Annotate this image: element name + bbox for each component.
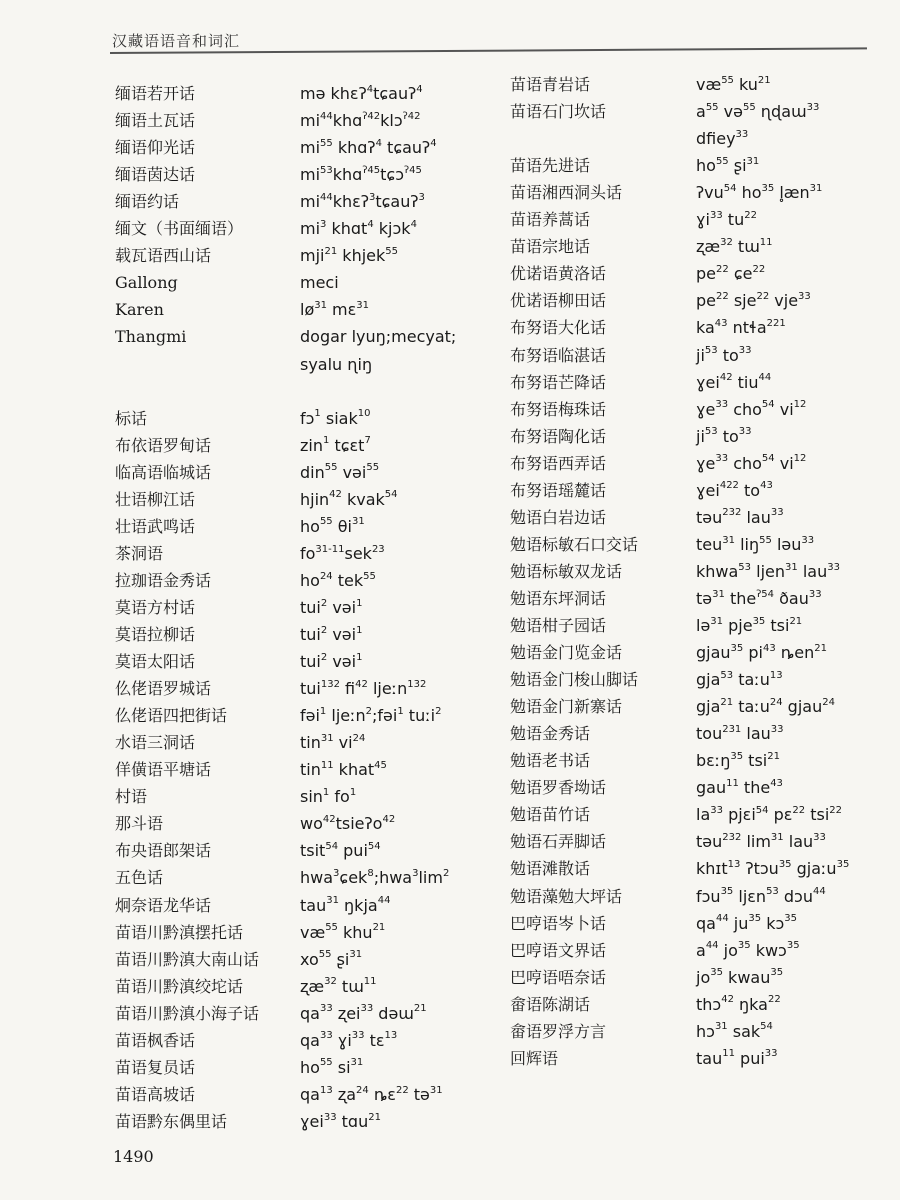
word-form: $a^{55}$ və$^{55}$ ɳɖaɯ$^{33}$ [696,101,820,122]
word-form: tau$^{31}$ ŋkja$^{44}$ [300,895,391,915]
word-form: ɣe$^{33}$ cho$^{54}$ $vi^{12}$ [696,453,807,473]
entry-row [510,774,896,801]
dialect-name: 勉语金秀话 [510,724,591,744]
word-form: tau$^{11}$ pui$^{33}$ [696,1048,778,1068]
word-form: $ji^{53}$ $to^{33}$ [696,426,752,446]
entry-row [510,98,896,125]
word-form: $pe^{22}$ sje$^{22}$ vje$^{33}$ [696,291,811,311]
dialect-name: 布努语陶化话 [510,426,607,446]
entry-row [510,964,896,991]
entry-row [510,747,896,774]
word-form: $ji^{53}$ $to^{33}$ [696,345,752,365]
dialect-name: 勉语金门梭山脚话 [510,670,639,690]
word-form: $hwa^3ɕek^8;hwa^3\lim^2$ [300,868,450,888]
entry-row [510,937,896,964]
dialect-name: 回辉语 [510,1048,559,1068]
word-form: $qa^{33}$ ɣi$^{33}$ tɛ$^{13}$ [300,1030,398,1050]
dialect-name: 缅语仰光话 [115,138,196,158]
dialect-name: 茶洞语 [115,543,164,563]
word-form: ɣi$^{33}$ $tu^{22}$ [696,209,757,230]
entry-row [115,459,500,486]
word-form: $pe^{22}$ ɕe$^{22}$ [696,264,766,284]
entry-row [510,152,896,179]
dialect-name: 载瓦语西山话 [115,246,212,266]
word-form: $ho^{55}$ $si^{31}$ [300,1057,364,1077]
word-form: tui$^2$ vəi$^1$ [300,651,363,672]
word-form: teu$^{31}$ liŋ$^{55}$ ləu$^{33}$ [696,534,815,554]
entry-row [510,883,896,910]
entry-row [510,612,896,639]
entry-row [510,71,896,98]
dialect-name: 勉语藻勉大坪话 [510,886,623,906]
entry-row [115,675,500,702]
word-form: tou$^{231}$ lau$^{33}$ [696,723,784,744]
dialect-name: 勉语滩散话 [510,859,591,879]
entry-row [510,287,896,314]
dialect-name: 勉语老书话 [510,751,591,771]
word-form: $mi^{44}khɑ^{ʔ42}klɔ^{ʔ42}$ [300,110,421,131]
dialect-name: 苗语川黔滇绞坨话 [115,976,244,996]
dialect-name: 缅语约话 [115,192,180,212]
dialect-name: 莫语拉柳话 [115,625,196,644]
dialect-name: 勉语东坪洞话 [510,588,607,608]
word-form: ʔvu$^{54}$ $ho^{35}$ $l̥æn^{31}$ [696,182,823,203]
dialect-name: 苗语黔东偶里话 [115,1111,228,1131]
word-form: bɛːŋ$^{35}$ tsi$^{21}$ [696,750,780,771]
dialect-name: 勉语标敏双龙话 [510,561,623,581]
word-form: ɣei$^{42}$ tiu$^{44}$ [696,372,772,392]
dialect-name: 苗语枫香话 [115,1030,196,1050]
dialect-name: 布努语瑶麓话 [510,480,607,500]
dialect-name: 勉语罗香坳话 [510,778,607,798]
dialect-name: 苗语先进话 [510,156,591,176]
word-form: $xo^{55}$ ʂi$^{31}$ [300,949,363,969]
dialect-name: 缅语土瓦话 [115,111,196,131]
word-form: təu$^{232}$ lau$^{33}$ [696,507,784,527]
word-form: fəi$^1$ ljeːn$^2$;fəi$^1$ tuːi$^2$ [300,705,442,726]
entry-row [115,378,500,405]
word-form: $mi^3$ khɑt$^4$ kjɔk$^4$ [300,218,417,239]
dialect-name: 壮语武鸣话 [115,516,196,536]
dialect-name: 布努语梅珠话 [510,399,607,419]
entry-row [115,648,500,675]
entry-row [510,504,896,531]
dialect-name: 缅语茵达话 [115,165,196,185]
entry-row [115,215,500,242]
dialect-name: 五色话 [115,868,164,888]
dialect-name: 苗语川黔滇小海子话 [115,1003,260,1023]
word-form: hjin$^{42}$ kvak$^{54}$ [300,489,398,509]
entry-row [510,1018,896,1045]
entry-row [115,864,500,891]
entry-row [115,1054,500,1081]
word-form: $væ^{55}$ $ku^{21}$ [696,74,771,94]
word-form: $ka^{43}$ ntɬa$^{221}$ [696,318,786,338]
entry-row [115,621,500,648]
entry-row [510,910,896,937]
word-form: din$^{55}$ vəi$^{55}$ [300,462,380,482]
word-form: $mi^{53}khɑ^{ʔ45}tɕɔ^{ʔ45}$ [300,164,422,185]
dialect-name: 苗语湘西洞头话 [510,183,623,203]
entry-row [510,260,896,287]
dialect-name: 勉语柑子园话 [510,616,607,635]
entry-row [510,477,896,504]
word-form: fɔ$^1$ siak$^{10}$ [300,408,371,428]
dialect-name: 拉珈语金秀话 [115,570,212,590]
word-form: $qa^{13}$ ʐa$^{24}$ ȵɛ$^{22}$ tə$^{31}$ [300,1084,443,1104]
word-form: $ho^{55}$ ʂi$^{31}$ [696,155,760,176]
entry-row [510,666,896,693]
dialect-name: 优诺语柳田话 [510,291,607,311]
entry-row [115,161,500,188]
dialect-name: Karen [115,300,164,320]
word-form: $ho^{55}$ $\theta i^{31}$ [300,516,365,536]
entry-row [510,179,896,206]
entry-row [510,206,896,233]
word-form: gau$^{11}$ the$^{43}$ [696,777,783,798]
dialect-name: 临高语临城话 [115,462,212,482]
entry-row [510,369,896,396]
entry-row [115,919,500,946]
word-form: khɪt$^{13}$ ʔtɔu$^{35}$ gjaːu$^{35}$ [696,859,850,879]
entry-row [510,720,896,747]
dialect-name: 苗语青岩话 [510,75,591,94]
entry-row [115,1027,500,1054]
entry-row [115,188,500,215]
word-form: $væ^{55}$ khu$^{21}$ [300,922,386,942]
entry-row [510,396,896,423]
dialect-name: 炯奈语龙华话 [115,895,212,915]
word-form: $lø^{31}$ mɛ$^{31}$ [300,300,370,320]
word-form: $wo^{42}tsieʔo^{42}$ [300,814,396,834]
dialect-name: 壮语柳江话 [115,489,196,509]
entry-row [510,828,896,855]
entry-row [115,1000,500,1027]
dialect-name: 苗语养蒿话 [510,210,591,230]
dialect-name: 勉语金门新寨话 [510,697,623,717]
word-form: $la^{33}$ pjɛi$^{54}$ pɛ$^{22}$ tsi$^{22}$ [696,805,842,825]
page-number: 1490 [113,1147,154,1166]
entry-row [510,639,896,666]
word-form: thɔ$^{42}$ ŋka$^{22}$ [696,994,781,1014]
entry-row [115,594,500,621]
dialect-name: 布央语郎架话 [115,841,212,861]
dialect-name: 布努语大化话 [510,318,607,338]
dialect-name: 勉语白岩边话 [510,507,607,527]
dialect-name: 缅文（书面缅语） [115,219,244,239]
entry-row [510,1045,896,1072]
dialect-name: 畲语陈湖话 [510,994,591,1014]
word-form: zin$^1$ tɕɛt$^7$ [300,435,371,455]
dialect-name: 莫语太阳话 [115,652,196,672]
word-form: ʐæ$^{32}$ tɯ$^{11}$ [300,976,377,996]
dialect-name: 莫语方村话 [115,597,196,617]
word-form: $jo^{35}$ kwau$^{35}$ [696,967,784,987]
entry-row [115,296,500,323]
dialect-name: 苗语川黔滇大南山话 [115,949,260,969]
dialect-name: 布努语西弄话 [510,453,607,473]
word-form: syalu ɳiŋ [300,354,373,374]
entry-row [115,80,500,107]
word-form: dogar lyuŋ;mecyat; [300,327,457,347]
dialect-name: 巴哼语岑卜话 [510,913,607,933]
entry-row [115,513,500,540]
entry-row [510,450,896,477]
entry-row [115,810,500,837]
word-form: fɔu$^{35}$ ljɛn$^{53}$ dɔu$^{44}$ [696,886,826,906]
entry-row [510,342,896,369]
entry-row [510,693,896,720]
word-form: tui$^{132}$ $fi^{42}$ ljeːn$^{132}$ [300,678,427,699]
entry-row [115,702,500,729]
entry-row [510,801,896,828]
dialect-name: 苗语川黔滇摆托话 [115,922,244,942]
dialect-name: 仫佬语罗城话 [115,679,212,699]
word-form: tin$^{11}$ khat$^{45}$ [300,759,387,780]
entry-row [115,567,500,594]
dialect-name: 苗语复员话 [115,1057,196,1077]
entry-row [510,558,896,585]
entry-row [115,892,500,919]
word-form: ɣe$^{33}$ cho$^{54}$ $vi^{12}$ [696,399,807,419]
dialect-name: 布努语芒降话 [510,372,607,392]
word-form: tui$^2$ vəi$^1$ [300,597,363,617]
word-form: $ho^{24}$ tek$^{55}$ [300,570,376,590]
word-form: meci [300,273,339,293]
word-form: $fo^{31-11}sek^{23}$ [300,543,385,563]
entry-row [510,855,896,882]
dialect-name: 勉语石弄脚话 [510,832,607,852]
word-form: $mi^{44}khɛʔ^3tɕauʔ^3$ [300,191,425,212]
dialect-name: 巴哼语文界话 [510,940,607,960]
word-form: $qa^{44}$ $ju^{35}$ kɔ$^{35}$ [696,913,797,933]
entry-row [510,531,896,558]
word-form: gja$^{53}$ taːu$^{13}$ [696,669,783,690]
dialect-name: 勉语金门览金话 [510,643,623,663]
entry-row [115,269,500,296]
entry-row [115,1081,500,1108]
entry-row [115,946,500,973]
word-form: ʐæ$^{32}$ tɯ$^{11}$ [696,236,773,257]
entry-row [510,233,896,260]
dialect-name: 标话 [115,408,148,428]
word-form: təu$^{232}$ $\lim^{31} lau^{33}$ [696,832,826,852]
word-form: mji$^{21}$ khjek$^{55}$ [300,245,398,266]
entry-row [115,540,500,567]
entry-row [510,125,896,152]
word-form: mə khɛʔ$^4$tɕauʔ$^4$ [300,83,423,103]
entry-row [115,783,500,810]
word-form: $\sin^1 fo^1$ [300,786,357,807]
dialect-name: 仫佬语四把街话 [115,706,228,726]
word-form: $qa^{33}$ ʐei$^{33}$ dəɯ$^{21}$ [300,1003,427,1023]
dialect-name: Thangmi [115,327,187,347]
entry-row [115,837,500,864]
dialect-name: 苗语石门坎话 [510,102,607,122]
word-form: tə$^{31}$ the$^{ʔ54}$ ðau$^{33}$ [696,588,822,608]
entry-row [510,314,896,341]
entry-row [115,973,500,1000]
word-form: gja$^{21}$ taːu$^{24}$ gjau$^{24}$ [696,696,835,717]
word-form: lə$^{31}$ pje$^{35}$ tsi$^{21}$ [696,615,803,635]
entry-row [115,134,500,161]
dialect-name: 缅语若开话 [115,84,196,103]
entry-row [510,423,896,450]
entry-row [115,1108,500,1135]
dialect-name: 佯僙语平塘话 [115,760,212,780]
dialect-name: 那斗语 [115,814,164,834]
dialect-name: 村语 [115,787,148,807]
dialect-name: 勉语标敏石口交话 [510,534,639,554]
word-form: $a^{44}$ $jo^{35}$ kwɔ$^{35}$ [696,940,800,960]
dialect-name: Gallong [115,273,178,293]
entry-row [510,991,896,1018]
word-form: gjau$^{35}$ $pi^{43}$ ȵen$^{21}$ [696,642,827,663]
dialect-name: 布依语罗甸话 [115,435,212,455]
entry-row [115,432,500,459]
entry-row [115,351,500,378]
entry-row [510,585,896,612]
dialect-name: 畲语罗浮方言 [510,1021,607,1041]
word-form: hɔ$^{31}$ sak$^{54}$ [696,1021,773,1041]
dialect-name: 巴哼语唔奈话 [510,967,607,987]
entry-row [115,107,500,134]
word-form: khwa$^{53}$ ljen$^{31}$ lau$^{33}$ [696,561,840,581]
word-form: tin$^{31}$ $vi^{24}$ [300,732,366,753]
word-form: ɣei$^{33}$ tɑu$^{21}$ [300,1111,381,1131]
dialect-name: 优诺语黄洛话 [510,264,607,284]
dialect-name: 苗语宗地话 [510,237,591,257]
word-form: ɣei$^{422}$ $to^{43}$ [696,480,773,500]
word-form: dfiey$^{33}$ [696,128,749,149]
entry-row [115,323,500,350]
entry-row [115,729,500,756]
word-form: $mi^{55}$ khɑʔ$^4$ tɕauʔ$^4$ [300,137,437,158]
dialect-name: 苗语高坡话 [115,1084,196,1104]
dialect-name: 布努语临湛话 [510,345,607,365]
entry-row [115,486,500,513]
word-form: tui$^2$ vəi$^1$ [300,624,363,644]
entry-row [115,242,500,269]
entry-row [115,405,500,432]
running-header: 汉藏语语音和词汇 [112,32,241,50]
dialect-name: 勉语苗竹话 [510,805,591,825]
dialect-name: 水语三洞话 [115,733,196,753]
entry-row [115,756,500,783]
word-form: tsit$^{54}$ pui$^{54}$ [300,841,381,861]
